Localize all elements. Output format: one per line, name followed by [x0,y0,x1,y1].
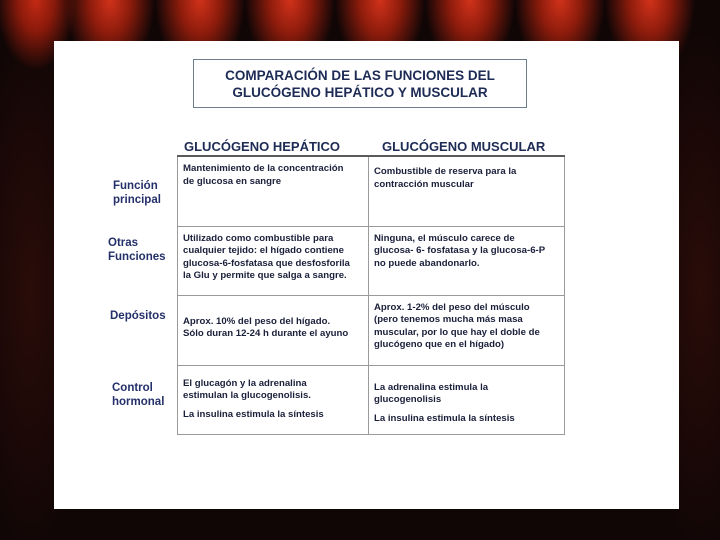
title-line-2: GLUCÓGENO HEPÁTICO Y MUSCULAR [232,84,488,100]
table-row [178,226,565,295]
title-line-1: COMPARACIÓN DE LAS FUNCIONES DEL [225,67,495,83]
column-header-hepatico: GLUCÓGENO HEPÁTICO [184,139,341,154]
cell-muscular-depositos: Aprox. 1-2% del peso del músculo (pero tenemos mucha más masa muscular, por lo que hay el doble de glucógeno que en el hígado) [369,295,565,365]
row-label-depositos: Depósitos [110,310,166,322]
table-row [178,295,565,365]
row-label-control-hormonal: Control hormonal [112,382,165,408]
cell-hepatico-otras: Utilizado como combustible para cualquier tejido: el hígado contiene glucosa-6-fosfatasa que desfosforila la Glu y permite que salga a sangre. [178,226,369,295]
cell-hepatico-control: El glucagón y la adrenalina estimulan la glucogenolisis. La insulina estimula la síntesis [178,365,369,434]
row-label-otras-funciones: Otras Funciones [108,237,166,263]
comparison-table [177,155,565,435]
cell-muscular-control: La adrenalina estimula la glucogenolisis La insulina estimula la síntesis [369,365,565,434]
table-row [178,365,565,434]
cell-hepatico-funcion: Mantenimiento de la concentración de glucosa en sangre [178,156,369,226]
column-header-muscular: GLUCÓGENO MUSCULAR [382,139,546,154]
cell-muscular-funcion: Combustible de reserva para la contracción muscular [369,156,565,226]
row-label-funcion-principal: Función principal [113,180,161,206]
slide [54,41,679,509]
slide-title [193,59,527,108]
cell-muscular-otras: Ninguna, el músculo carece de glucosa- 6- fosfatasa y la glucosa-6-P no puede abandonarlo. [369,226,565,295]
cell-hepatico-depositos: Aprox. 10% del peso del hígado. Sólo duran 12-24 h durante el ayuno [178,295,369,365]
table-row [178,156,565,226]
